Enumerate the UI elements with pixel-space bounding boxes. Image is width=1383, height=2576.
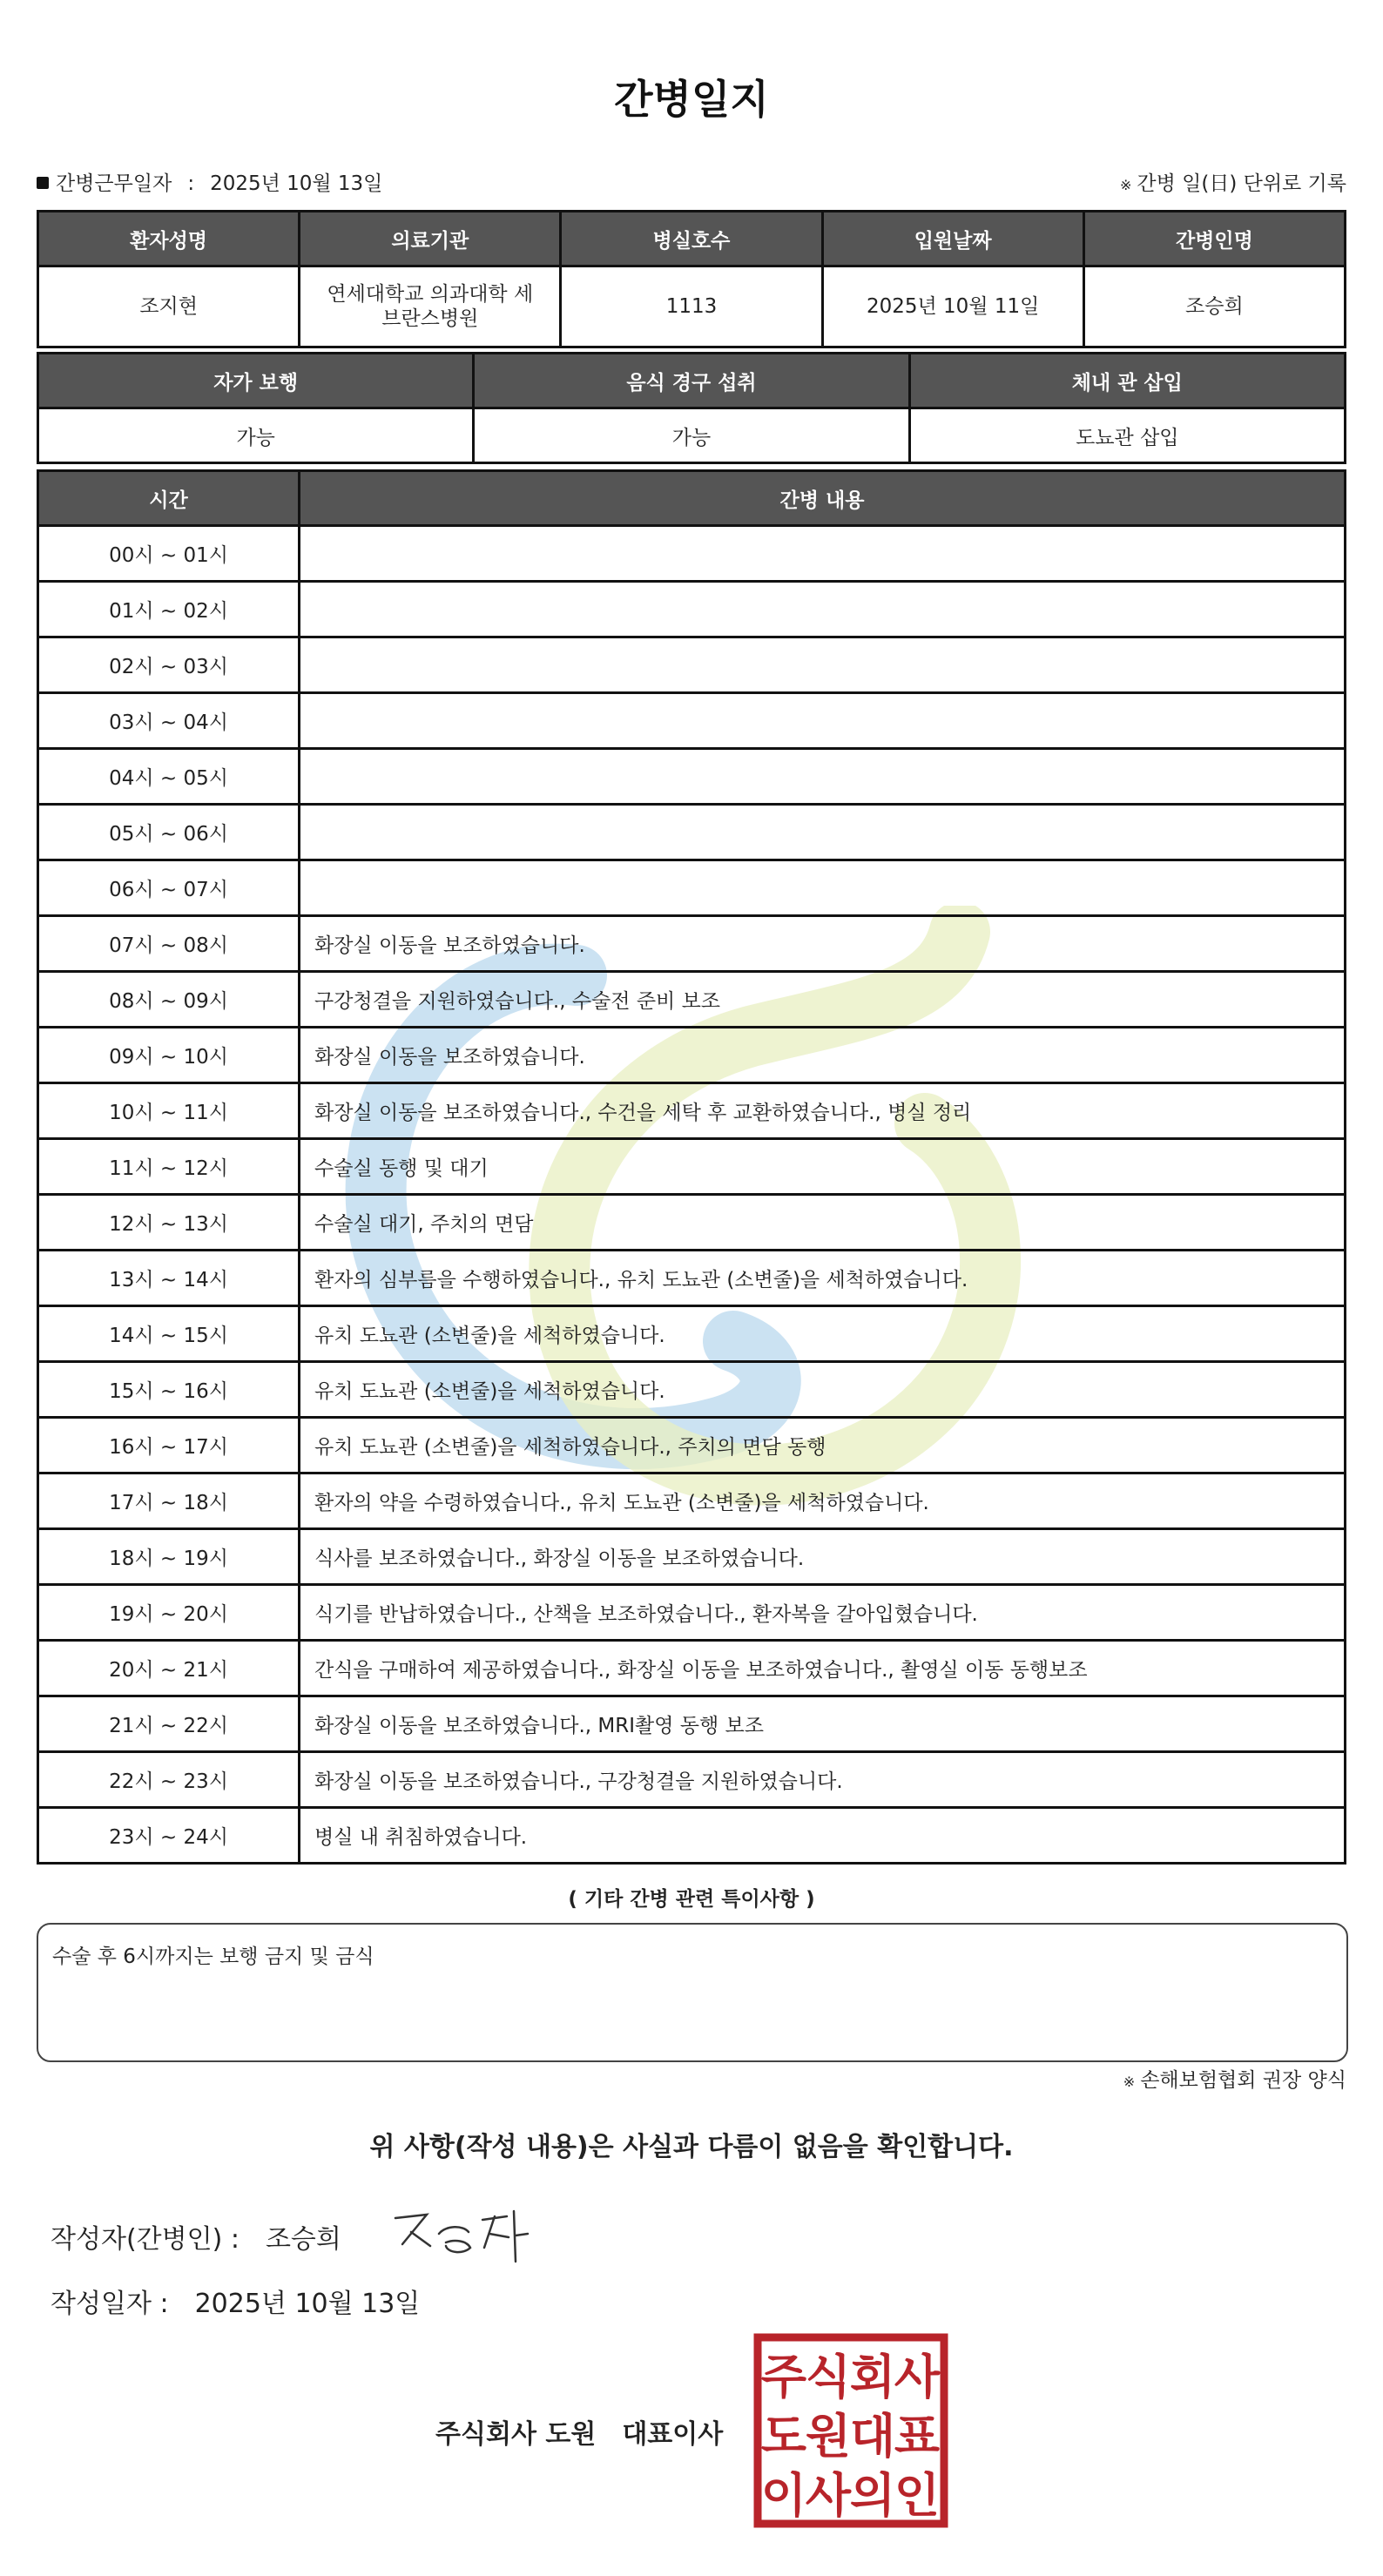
log-time: 20시 ~ 21시 xyxy=(38,1641,300,1696)
seal-character: 이 xyxy=(760,2468,807,2523)
log-content: 환자의 심부름을 수행하였습니다., 유치 도뇨관 (소변줄)을 세척하였습니다. xyxy=(300,1251,1346,1306)
writer-label: 작성자(간병인) : xyxy=(51,2224,239,2255)
remarks-heading: ( 기타 간병 관련 특이사항 ) xyxy=(568,1888,815,1911)
log-row xyxy=(38,1139,1346,1195)
header-patient-name: 환자성명 xyxy=(38,212,300,266)
log-content: 환자의 약을 수령하였습니다., 유치 도뇨관 (소변줄)을 세척하였습니다. xyxy=(300,1473,1346,1529)
header-oral-intake: 음식 경구 섭취 xyxy=(474,354,909,408)
work-date-label: 간병근무일자 xyxy=(56,172,172,195)
log-row xyxy=(38,1306,1346,1362)
log-content xyxy=(300,693,1346,749)
log-time: 08시 ~ 09시 xyxy=(38,972,300,1028)
log-row xyxy=(38,1585,1346,1641)
log-content: 수술실 동행 및 대기 xyxy=(300,1139,1346,1195)
log-time: 10시 ~ 11시 xyxy=(38,1083,300,1139)
log-time: 03시 ~ 04시 xyxy=(38,693,300,749)
work-date-value: 2025년 10월 13일 xyxy=(210,172,383,195)
log-content xyxy=(300,749,1346,805)
header-tube: 체내 관 삽입 xyxy=(909,354,1345,408)
company-rep-title: 대표이사 xyxy=(622,2419,724,2450)
log-time: 05시 ~ 06시 xyxy=(38,805,300,860)
log-content: 화장실 이동을 보조하였습니다., MRI촬영 동행 보조 xyxy=(300,1696,1346,1752)
log-time: 13시 ~ 14시 xyxy=(38,1251,300,1306)
seal-character: 사 xyxy=(805,2468,852,2523)
log-content xyxy=(300,805,1346,860)
seal-character: 표 xyxy=(894,2409,941,2464)
seal-character: 사 xyxy=(894,2350,941,2404)
log-row xyxy=(38,526,1346,582)
log-row xyxy=(38,1251,1346,1306)
log-row xyxy=(38,1696,1346,1752)
recommend-note xyxy=(1123,2064,1346,2093)
log-content: 유치 도뇨관 (소변줄)을 세척하였습니다. xyxy=(300,1362,1346,1418)
seal-character: 인 xyxy=(894,2468,941,2523)
status-header-row xyxy=(38,354,1346,408)
log-content xyxy=(300,526,1346,582)
room-number: 1113 xyxy=(561,266,822,347)
log-time: 09시 ~ 10시 xyxy=(38,1028,300,1083)
log-time: 18시 ~ 19시 xyxy=(38,1529,300,1585)
log-time: 11시 ~ 12시 xyxy=(38,1139,300,1195)
log-content: 유치 도뇨관 (소변줄)을 세척하였습니다. xyxy=(300,1306,1346,1362)
log-row xyxy=(38,582,1346,637)
log-content: 화장실 이동을 보조하였습니다. xyxy=(300,916,1346,972)
log-time: 12시 ~ 13시 xyxy=(38,1195,300,1251)
square-bullet-icon xyxy=(37,177,49,189)
log-content: 식사를 보조하였습니다., 화장실 이동을 보조하였습니다. xyxy=(300,1529,1346,1585)
seal-character: 원 xyxy=(805,2409,852,2464)
reference-mark-icon: ※ xyxy=(1123,2074,1136,2090)
caregiver-name: 조승희 xyxy=(1083,266,1345,347)
walking-status: 가능 xyxy=(38,408,474,463)
work-date-colon: : xyxy=(187,172,195,195)
company-seal-icon xyxy=(752,2332,949,2529)
seal-character: 도 xyxy=(760,2409,807,2464)
seal-character: 의 xyxy=(849,2468,896,2523)
page-title: 간병일지 xyxy=(614,76,769,123)
log-time: 15시 ~ 16시 xyxy=(38,1362,300,1418)
work-date-line xyxy=(37,167,382,196)
seal-character: 회 xyxy=(849,2350,896,2404)
log-row xyxy=(38,860,1346,916)
hospital-name: 연세대학교 의과대학 세브란스병원 xyxy=(300,266,561,347)
header-admission-date: 입원날짜 xyxy=(822,212,1083,266)
patient-header-row xyxy=(38,212,1346,266)
log-row xyxy=(38,1473,1346,1529)
reference-mark-icon: ※ xyxy=(1119,177,1132,193)
log-row xyxy=(38,1752,1346,1808)
log-time: 17시 ~ 18시 xyxy=(38,1473,300,1529)
patient-status-table xyxy=(37,352,1346,464)
admission-date: 2025년 10월 11일 xyxy=(822,266,1083,347)
log-content: 병실 내 취침하였습니다. xyxy=(300,1808,1346,1864)
company-name: 주식회사 도원 xyxy=(435,2419,597,2450)
log-time: 16시 ~ 17시 xyxy=(38,1418,300,1473)
write-date-line xyxy=(51,2282,420,2320)
record-unit-note-text: 간병 일(日) 단위로 기록 xyxy=(1137,172,1346,195)
log-row xyxy=(38,1195,1346,1251)
status-value-row xyxy=(38,408,1346,463)
log-row xyxy=(38,1418,1346,1473)
log-content xyxy=(300,860,1346,916)
header-caregiver: 간병인명 xyxy=(1083,212,1345,266)
log-row xyxy=(38,1529,1346,1585)
patient-info-table xyxy=(37,210,1346,348)
log-time: 02시 ~ 03시 xyxy=(38,637,300,693)
header-walking: 자가 보행 xyxy=(38,354,474,408)
log-time: 22시 ~ 23시 xyxy=(38,1752,300,1808)
record-unit-note xyxy=(1120,167,1346,196)
header-hospital: 의료기관 xyxy=(300,212,561,266)
log-time: 01시 ~ 02시 xyxy=(38,582,300,637)
log-time: 14시 ~ 15시 xyxy=(38,1306,300,1362)
log-row xyxy=(38,637,1346,693)
log-row xyxy=(38,693,1346,749)
log-time: 06시 ~ 07시 xyxy=(38,860,300,916)
seal-character: 대 xyxy=(849,2409,896,2464)
log-row xyxy=(38,1028,1346,1083)
log-content xyxy=(300,637,1346,693)
patient-name: 조지현 xyxy=(38,266,300,347)
confirmation-statement: 위 사항(작성 내용)은 사실과 다름이 없음을 확인합니다. xyxy=(369,2132,1014,2162)
log-time: 23시 ~ 24시 xyxy=(38,1808,300,1864)
log-content: 구강청결을 지원하였습니다., 수술전 준비 보조 xyxy=(300,972,1346,1028)
log-time: 19시 ~ 20시 xyxy=(38,1585,300,1641)
log-row xyxy=(38,1808,1346,1864)
header-time: 시간 xyxy=(38,471,300,526)
log-header-row xyxy=(38,471,1346,526)
hourly-log-table xyxy=(37,469,1346,1865)
log-row xyxy=(38,805,1346,860)
seal-character: 주 xyxy=(760,2350,807,2404)
log-time: 00시 ~ 01시 xyxy=(38,526,300,582)
log-row xyxy=(38,916,1346,972)
log-content xyxy=(300,582,1346,637)
log-content: 수술실 대기, 주치의 면담 xyxy=(300,1195,1346,1251)
remarks-box: 수술 후 6시까지는 보행 금지 및 금식 xyxy=(37,1923,1348,2062)
tube-status: 도뇨관 삽입 xyxy=(909,408,1345,463)
log-content: 식기를 반납하였습니다., 산책을 보조하였습니다., 환자복을 갈아입혔습니다. xyxy=(300,1585,1346,1641)
log-content: 화장실 이동을 보조하였습니다. xyxy=(300,1028,1346,1083)
seal-character: 식 xyxy=(805,2350,852,2404)
log-content: 화장실 이동을 보조하였습니다., 구강청결을 지원하였습니다. xyxy=(300,1752,1346,1808)
recommend-note-text: 손해보험협회 권장 양식 xyxy=(1140,2069,1346,2092)
writer-name: 조승희 xyxy=(265,2224,341,2255)
header-room: 병실호수 xyxy=(561,212,822,266)
log-body xyxy=(38,526,1346,1864)
company-line xyxy=(435,2412,723,2451)
log-row xyxy=(38,1362,1346,1418)
log-row xyxy=(38,1083,1346,1139)
log-time: 04시 ~ 05시 xyxy=(38,749,300,805)
handwritten-signature-icon xyxy=(385,2199,533,2269)
oral-intake-status: 가능 xyxy=(474,408,909,463)
log-time: 21시 ~ 22시 xyxy=(38,1696,300,1752)
patient-value-row xyxy=(38,266,1346,347)
write-date-value: 2025년 10월 13일 xyxy=(194,2289,421,2319)
log-content: 화장실 이동을 보조하였습니다., 수건을 세탁 후 교환하였습니다., 병실 정리 xyxy=(300,1083,1346,1139)
log-row xyxy=(38,972,1346,1028)
log-content: 유치 도뇨관 (소변줄)을 세척하였습니다., 주치의 면담 동행 xyxy=(300,1418,1346,1473)
write-date-label: 작성일자 : xyxy=(51,2289,169,2319)
writer-line xyxy=(51,2217,341,2256)
log-time: 07시 ~ 08시 xyxy=(38,916,300,972)
log-content: 간식을 구매하여 제공하였습니다., 화장실 이동을 보조하였습니다., 촬영실 이동 동행보조 xyxy=(300,1641,1346,1696)
log-row xyxy=(38,1641,1346,1696)
log-row xyxy=(38,749,1346,805)
header-care-content: 간병 내용 xyxy=(300,471,1346,526)
